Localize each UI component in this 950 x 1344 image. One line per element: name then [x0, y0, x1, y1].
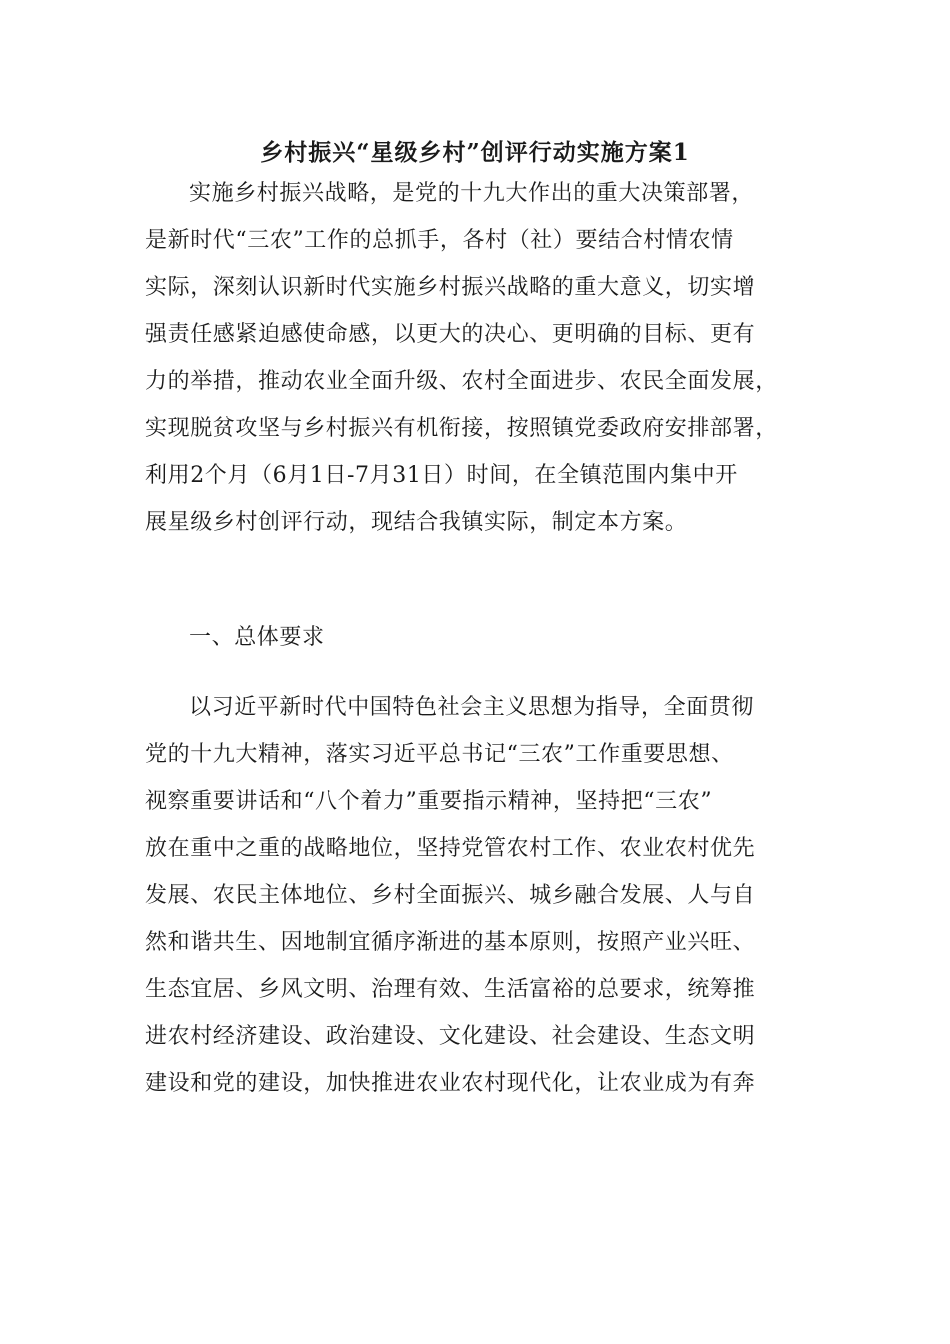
paragraph-line: 建设和党的建设，加快推进农业农村现代化，让农业成为有奔: [145, 1071, 756, 1096]
paragraph-line: 然和谐共生、因地制宜循序渐进的基本原则，按照产业兴旺、: [145, 930, 756, 955]
paragraph-line: 强责任感紧迫感使命感，以更大的决心、更明确的目标、更有: [145, 322, 756, 347]
paragraph-general-requirements: [145, 684, 805, 1107]
paragraph-line: 展星级乡村创评行动，现结合我镇实际，制定本方案。: [145, 510, 688, 535]
paragraph-line: 是新时代“三农”工作的总抓手，各村（社）要结合村情农情: [145, 228, 734, 253]
document-title: 乡村振兴“星级乡村”创评行动实施方案1: [260, 139, 690, 166]
paragraph-line: 放在重中之重的战略地位，坚持党管农村工作、农业农村优先: [145, 836, 756, 861]
paragraph-intro: [145, 170, 805, 546]
paragraph-line: 实际，深刻认识新时代实施乡村振兴战略的重大意义，切实增: [145, 275, 756, 300]
paragraph-line: 力的举措，推动农业全面升级、农村全面进步、农民全面发展，: [145, 369, 778, 394]
paragraph-line: 实现脱贫攻坚与乡村振兴有机衔接，按照镇党委政府安排部署，: [145, 416, 778, 441]
paragraph-line: 以习近平新时代中国特色社会主义思想为指导，全面贯彻: [189, 695, 755, 720]
paragraph-line: 生态宜居、乡风文明、治理有效、生活富裕的总要求，统筹推: [145, 977, 756, 1002]
paragraph-line: 实施乡村振兴战略，是党的十九大作出的重大决策部署，: [189, 181, 755, 206]
paragraph-line: 利用2个月（6月1日-7月31日）时间，在全镇范围内集中开: [145, 463, 738, 488]
paragraph-line: 发展、农民主体地位、乡村全面振兴、城乡融合发展、人与自: [145, 883, 756, 908]
paragraph-line: 视察重要讲话和“八个着力”重要指示精神，坚持把“三农”: [145, 789, 713, 814]
section-heading-text: 一、总体要求: [189, 625, 325, 650]
paragraph-line: 进农村经济建设、政治建设、文化建设、社会建设、生态文明: [145, 1024, 756, 1049]
paragraph-line: 党的十九大精神，落实习近平总书记“三农”工作重要思想、: [145, 742, 734, 767]
section-heading: [145, 614, 805, 661]
